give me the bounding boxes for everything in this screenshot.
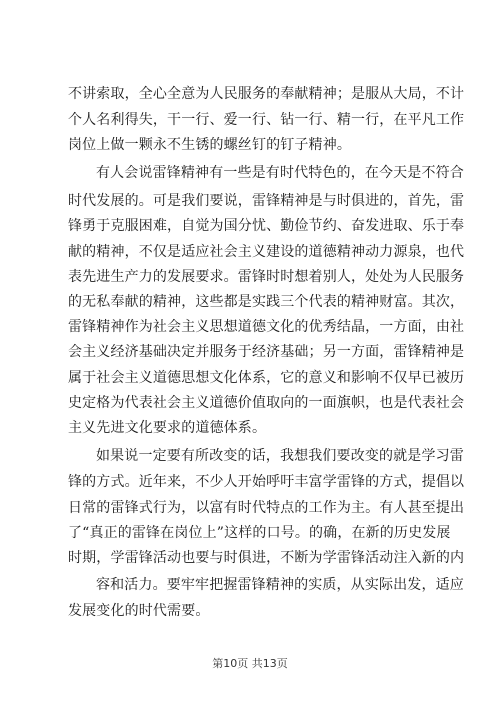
text-line: 发展变化的时代需要。 [68,603,210,619]
page-footer: 第10页 共13页 [212,657,288,670]
paragraph-start-line: 有人会说雷锋精神有一些是有时代特色的，在今天是不符合 [96,165,464,181]
text-line: 个人名利得失，干一行、爱一行、钻一行、精一行，在平凡工作 [68,112,465,128]
text-line: 属于社会主义道德思想文化体系，它的意义和影响不仅早已被历 [68,370,465,386]
text-line: 日常的雷锋式行为，以富有时代特点的工作为主。有人甚至提出 [68,500,465,516]
text-line: 雷锋精神作为社会主义思想道德文化的优秀结晶，一方面，由社 [68,319,465,335]
text-line: 时代发展的。可是我们要说，雷锋精神是与时俱进的，首先，雷 [68,193,465,209]
paragraph-continuation-line: 容和活力。要牢牢把握雷锋精神的实质，从实际出发，适应 [96,577,464,593]
text-line: 不讲索取，全心全意为人民服务的奉献精神；是服从大局，不计 [68,86,465,102]
text-line: 表先进生产力的发展要求。雷锋时时想着别人，处处为人民服务 [68,269,465,285]
text-line: 锋的方式。近年来，不少人开始呼吁丰富学雷锋的方式，提倡以 [68,474,465,490]
text-line: 献的精神，不仅是适应社会主义建设的道德精神动力源泉，也代 [68,244,465,260]
paragraph-start-line: 如果说一定要有所改变的话，我想我们要改变的就是学习雷 [96,448,464,464]
text-line: 了“真正的雷锋在岗位上”这样的口号。的确，在新的历史发展 [68,525,451,541]
text-line: 主义先进文化要求的道德体系。 [68,420,267,436]
text-line: 的无私奉献的精神，这些都是实践三个代表的精神财富。其次， [68,294,465,310]
text-line: 岗位上做一颗永不生锈的螺丝钉的钉子精神。 [68,137,351,153]
text-line: 锋勇于克服困难，自觉为国分忧、勤俭节约、奋发进取、乐于奉 [68,218,465,234]
text-line: 会主义经济基础决定并服务于经济基础；另一方面，雷锋精神是 [68,344,465,360]
text-line: 史定格为代表社会主义道德价值取向的一面旗帜，也是代表社会 [68,395,465,411]
text-line: 时期，学雷锋活动也要与时俱进，不断为学雷锋活动注入新的内 [68,550,465,566]
